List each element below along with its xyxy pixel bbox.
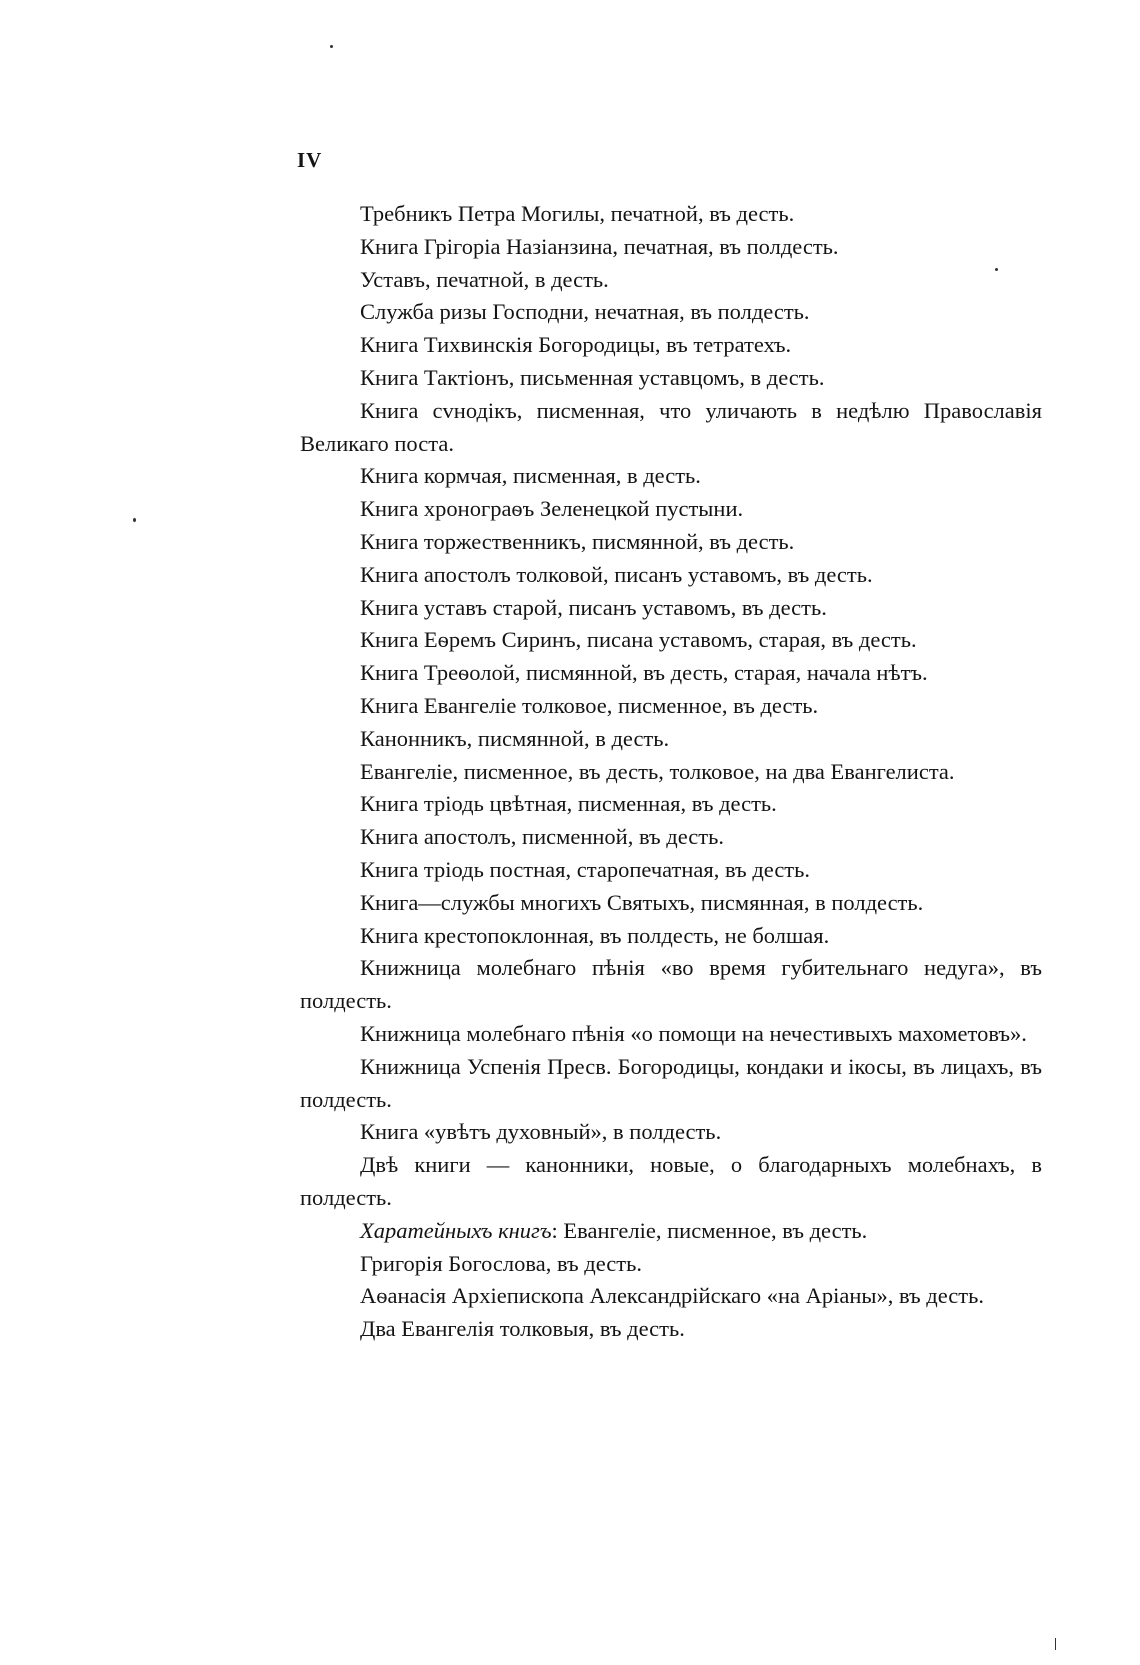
list-entry: Книга апостолъ толковой, писанъ уставомъ, въ десть. (360, 561, 873, 587)
list-entry: Книга сvнодікъ, писменная, что уличають в недѣлю Православія Великаго поста. (300, 397, 1042, 456)
entry-text: : Евангеліе, писменное, въ десть. (551, 1217, 868, 1243)
list-entry: Книга Еѳремъ Сиринъ, писана уставомъ, старая, въ десть. (360, 627, 917, 653)
list-entry: Книга Грігоріа Назіанзина, печатная, въ полдесть. (360, 233, 839, 259)
list-entry: Книжница молебнаго пѣнія «о помощи на нечестивыхъ махометовъ». (360, 1020, 1027, 1046)
section-heading: Харатейныхъ книгъ (360, 1217, 552, 1243)
list-entry: Книга Тихвинскія Богородицы, въ тетратехъ. (360, 332, 792, 358)
list-entry: Служба ризы Господни, нечатная, въ полдесть. (360, 299, 810, 325)
list-entry: Книга Евангеліе толковое, писменное, въ десть. (360, 692, 819, 718)
list-entry: Книга «увѣтъ духовный», в полдесть. (360, 1119, 722, 1145)
list-entry: Евангеліе, писменное, въ десть, толковое, на два Евангелиста. (360, 758, 955, 784)
list-entry: Требникъ Петра Могилы, печатной, въ десть. (360, 201, 795, 226)
list-entry: Книга Треѳолой, писмянной, въ десть, старая, начала нѣтъ. (360, 660, 928, 686)
list-entry: Книга апостолъ, писменной, въ десть. (360, 824, 724, 850)
page-number: IV (297, 148, 323, 172)
scan-speck (133, 518, 136, 522)
book-list (300, 198, 1042, 1346)
list-entry: Книга тріодь постная, старопечатная, въ десть. (360, 856, 811, 882)
list-entry: Григорія Богослова, въ десть. (360, 1250, 642, 1276)
scan-speck (995, 268, 998, 271)
scan-speck (330, 45, 333, 48)
list-entry: Книга кормчая, писменная, в десть. (360, 463, 701, 489)
list-entry: Канонникъ, писмянной, в десть. (360, 725, 670, 751)
list-entry: Книга крестопоклонная, въ полдесть, не болшая. (360, 922, 830, 948)
list-entry: Уставъ, печатной, в десть. (360, 266, 609, 292)
list-entry: Книжница Успенія Пресв. Богородицы, кондаки и ікосы, въ лицахъ, въ полдесть. (300, 1053, 1042, 1112)
list-entry: Два Евангелія толковыя, въ десть. (360, 1316, 685, 1342)
list-entry: Книга хронограѳъ Зеленецкой пустыни. (360, 496, 744, 522)
list-entry: Книжница молебнаго пѣнія «во время губительнаго недуга», въ полдесть. (300, 955, 1042, 1014)
list-entry: Двѣ книги — канонники, новые, о благодарныхъ молебнахъ, в полдесть. (300, 1152, 1042, 1210)
list-entry: Аѳанасія Архіепископа Александрійскаго «на Аріаны», въ десть. (360, 1283, 985, 1309)
list-entry (300, 1215, 1042, 1248)
scan-speck (1055, 1638, 1056, 1650)
list-entry: Книга тріодь цвѣтная, писменная, въ десть. (360, 791, 777, 817)
list-entry: Книга—службы многихъ Святыхъ, писмянная, в полдесть. (360, 889, 924, 915)
list-entry: Книга уставъ старой, писанъ уставомъ, въ десть. (360, 594, 827, 620)
list-entry: Книга торжественникъ, писмянной, въ десть. (360, 528, 795, 554)
list-entry: Книга Тактіонъ, письменная уставцомъ, в десть. (360, 364, 825, 390)
